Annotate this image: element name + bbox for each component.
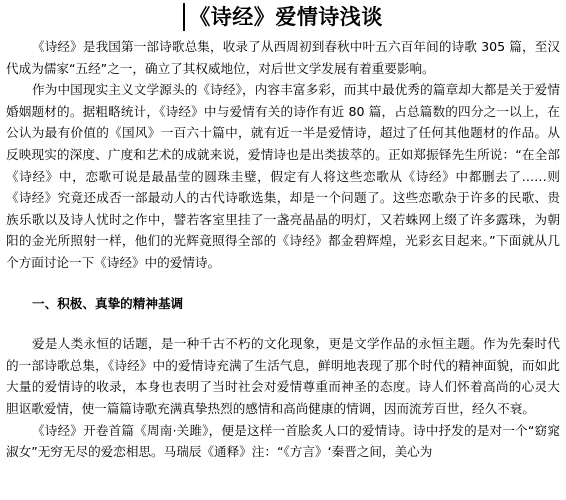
section1-paragraph-2: 《诗经》开卷首篇《周南·关雎》，便是这样一首脍炙人口的爱情诗。诗中抒发的是对一个“窈窕淑女”无穷无尽的爱恋相思。马瑞辰《通释》注：“《方言》‘秦晋之间，美心为 bbox=[6, 422, 560, 460]
document-title: 《诗经》爱情诗浅谈 bbox=[183, 3, 383, 31]
intro-paragraph-1: 《诗经》是我国第一部诗歌总集，收录了从西周初到春秋中叶五六百年间的诗歌 305 篇，至汉代成为儒家“五经”之一，确立了其权威地位，对后世文学发展有着重要影响。 bbox=[6, 39, 560, 76]
section-heading-1: 一、积极、真挚的精神基调 bbox=[32, 295, 184, 311]
intro-paragraph-2: 作为中国现实主义文学源头的《诗经》，内容丰富多彩，而其中最优秀的篇章却大都是关于爱情婚姻题材的。据粗略统计，《诗经》中与爱情有关的诗作有近 80 篇，占总篇数的四分之一以上，在公认为最有价值的《国风》一百六十篇中，就有近一半是爱情诗，超过了任何其他题材的作品。从反映现实的深度、广度和艺术的成就来说，爱情诗也是出类拔萃的。正如郑振铎先生所说：“在全部《诗经》中，恋歌可说是最晶莹的圆珠圭璧，假定有人将这些恋歌从《诗经》中都删去了……则《诗经》究竟还成否一部最动人的古代诗歌选集，却是一个问题了。这些恋歌杂于许多的民歌、贵族乐歌以及诗人忧时之作中，譬若客室里挂了一盏亮晶晶的明灯，又若蛛网上缀了许多露珠，为朝阳的金光所照射一样，他们的光辉竟照得全部的《诗经》都金碧辉煌，光彩玄目起来。”下面就从几个方面讨论一下《诗经》中的爱情诗。 bbox=[6, 82, 560, 270]
section1-paragraph-1: 爱是人类永恒的话题，是一种千古不朽的文化现象，更是文学作品的永恒主题。作为先秦时代的一部诗歌总集，《诗经》中的爱情诗充满了生活气息，鲜明地表现了那个时代的精神面貌，而如此大量的爱情诗的收录，本身也表明了当时社会对爱情尊重而神圣的态度。诗人们怀着高尚的心灵大胆讴歌爱情，使一篇篇诗歌充满真挚热烈的感情和高尚健康的情调，因而流芳百世，经久不衰。 bbox=[6, 336, 560, 416]
title-area bbox=[0, 3, 566, 31]
document-body bbox=[6, 36, 560, 463]
